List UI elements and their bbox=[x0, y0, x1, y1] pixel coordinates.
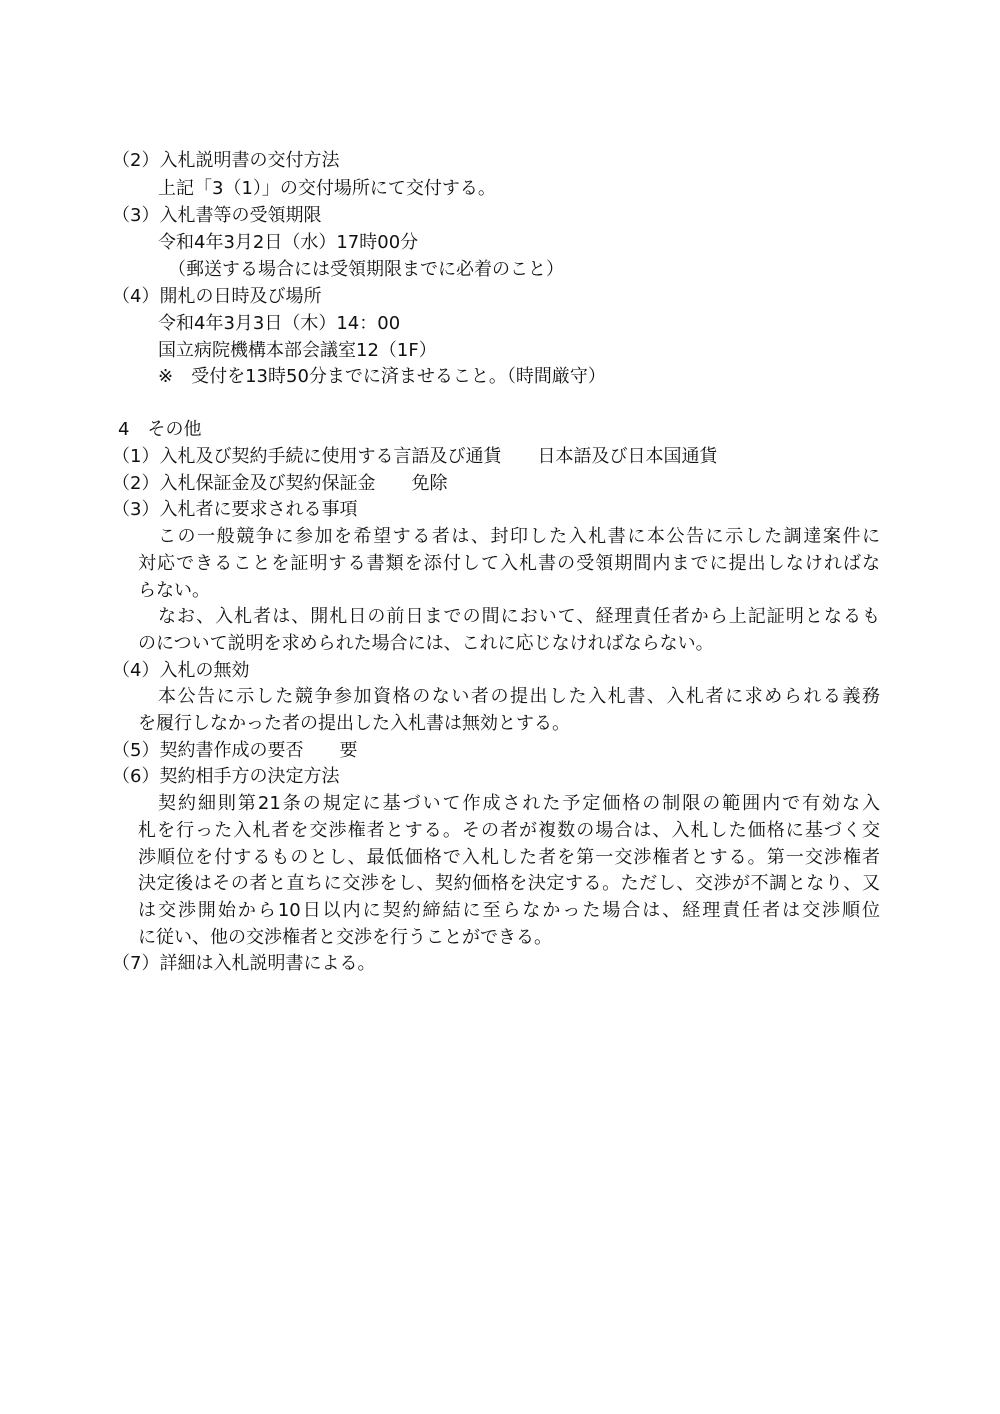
section-heading: （2）入札保証金及び契約保証金 免除 bbox=[112, 473, 448, 494]
body-text: なお、入札者は、開札日の前日までの間において、経理責任者から上記証明となるも bbox=[158, 606, 880, 627]
section-heading: （7）詳細は入札説明書による。 bbox=[112, 953, 376, 974]
section-heading: （3）入札書等の受領期限 bbox=[112, 205, 322, 226]
body-text: 契約細則第21条の規定に基づいて作成された予定価格の制限の範囲内で有効な入 bbox=[158, 793, 880, 814]
body-text: 令和4年3月3日（木）14：00 bbox=[158, 313, 401, 334]
section-heading: （5）契約書作成の要否 要 bbox=[112, 740, 358, 761]
body-text: に従い、他の交渉権者と交渉を行うことができる。 bbox=[138, 927, 552, 948]
body-text: 決定後はその者と直ちに交渉をし、契約価格を決定する。ただし、交渉が不調となり、又 bbox=[138, 873, 880, 894]
body-text: 令和4年3月2日（水）17時00分 bbox=[158, 232, 419, 253]
body-text: ※ 受付を13時50分までに済ませること。（時間厳守） bbox=[158, 366, 606, 387]
body-text: を履行しなかった者の提出した入札書は無効とする。 bbox=[138, 713, 570, 734]
section-heading: （3）入札者に要求される事項 bbox=[112, 499, 358, 520]
body-text: この一般競争に参加を希望する者は、封印した入札書に本公告に示した調達案件に bbox=[158, 526, 880, 547]
body-text: 札を行った入札者を交渉権者とする。その者が複数の場合は、入札した価格に基づく交 bbox=[138, 820, 880, 841]
body-text: 対応できることを証明する書類を添付して入札書の受領期間内までに提出しなければな bbox=[138, 553, 880, 574]
body-text: らない。 bbox=[138, 580, 210, 601]
body-text: 上記「3（1）」の交付場所にて交付する。 bbox=[158, 178, 496, 199]
body-text: 国立病院機構本部会議室12（1F） bbox=[158, 340, 437, 361]
section-heading: （2）入札説明書の交付方法 bbox=[112, 150, 340, 171]
section-heading: （6）契約相手方の決定方法 bbox=[112, 766, 340, 787]
section-heading: （4）入札の無効 bbox=[112, 660, 250, 681]
body-text: 渉順位を付するものとし、最低価格で入札した者を第一交渉権者とする。第一交渉権者 bbox=[138, 847, 880, 868]
section-heading: （1）入札及び契約手続に使用する言語及び通貨 日本語及び日本国通貨 bbox=[112, 446, 718, 467]
body-text: のについて説明を求められた場合には、これに応じなければならない。 bbox=[138, 633, 714, 654]
body-text: は交渉開始から10日以内に契約締結に至らなかった場合は、経理責任者は交渉順位 bbox=[138, 900, 880, 921]
chapter-heading: 4 その他 bbox=[118, 419, 202, 440]
body-text: （郵送する場合には受領期限までに必着のこと） bbox=[168, 259, 564, 280]
section-heading: （4）開札の日時及び場所 bbox=[112, 286, 322, 307]
body-text: 本公告に示した競争参加資格のない者の提出した入札書、入札者に求められる義務 bbox=[158, 686, 880, 707]
